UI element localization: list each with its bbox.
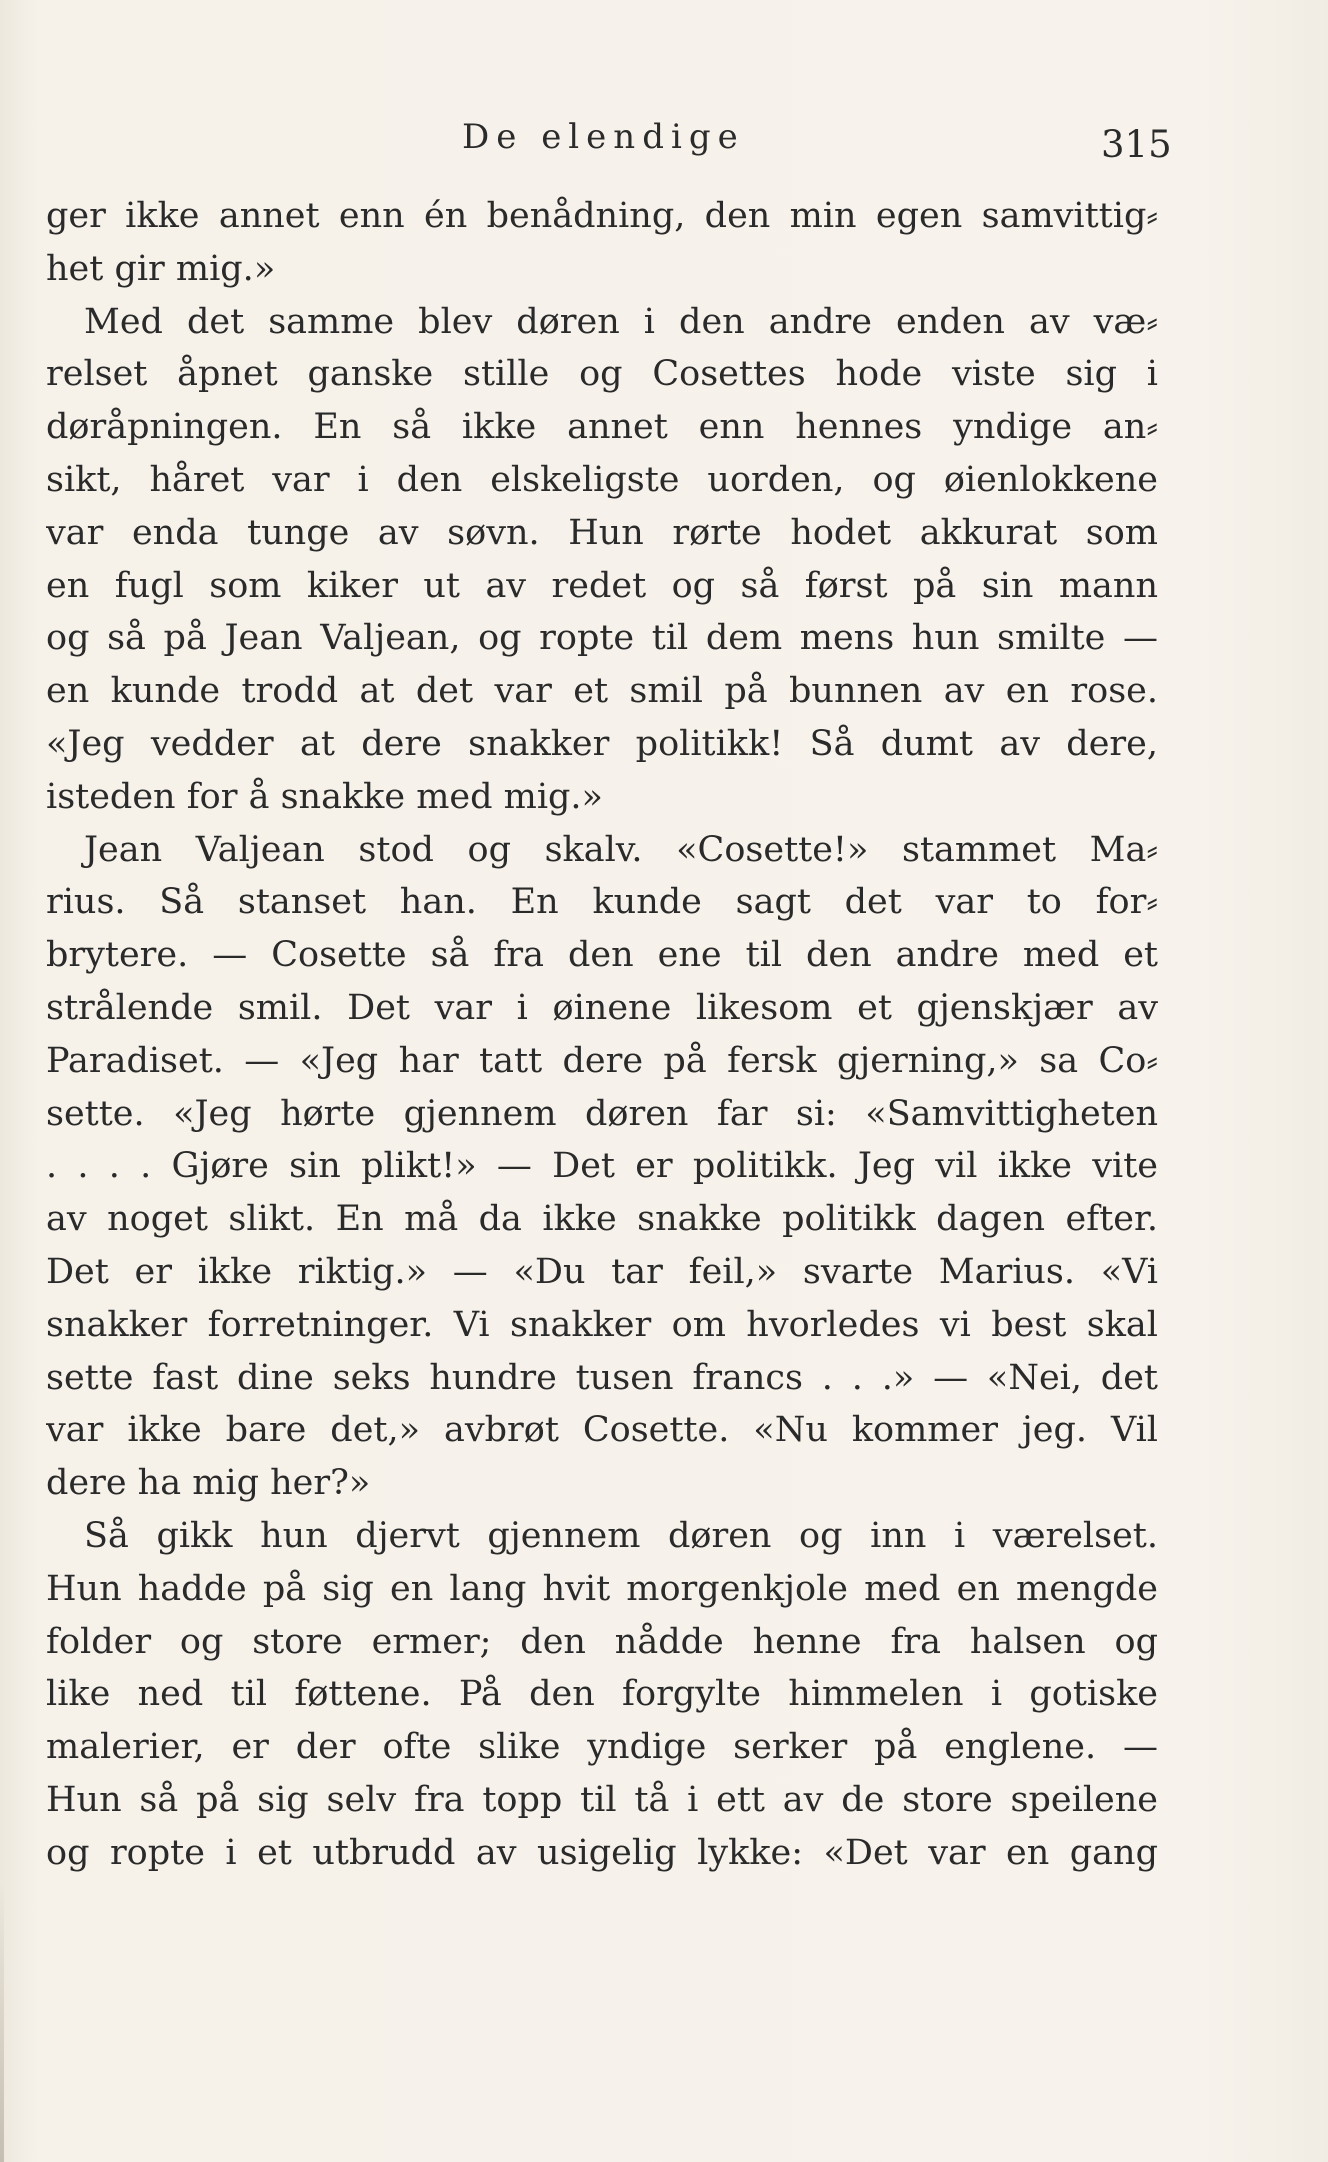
text-line: malerier, er der ofte slike yndige serker på englene. —	[46, 1727, 1158, 1768]
text-line: sikt, håret var i den elskeligste uorden, og øienlokkene	[46, 459, 1158, 500]
text-line: Paradiset. — «Jeg har tatt dere på fersk gjerning,» sa Co⸗	[46, 1040, 1158, 1081]
page-gutter-shadow	[0, 1880, 4, 2162]
text-line: like ned til føttene. På den forgylte himmelen i gotiske	[46, 1674, 1158, 1715]
text-line: Så gikk hun djervt gjennem døren og inn i værelset.	[84, 1515, 1158, 1556]
text-line: og ropte i et utbrudd av usigelig lykke: «Det var en gang	[46, 1832, 1158, 1873]
text-line: isteden for å snakke med mig.»	[46, 776, 603, 817]
text-line: en kunde trodd at det var et smil på bunnen av en rose.	[46, 671, 1158, 712]
text-line: brytere. — Cosette så fra den ene til den andre med et	[46, 935, 1158, 976]
text-line: døråpningen. En så ikke annet enn hennes yndige an⸗	[46, 407, 1158, 448]
text-line: relset åpnet ganske stille og Cosettes hode viste sig i	[46, 354, 1158, 395]
text-line: dere ha mig her?»	[46, 1463, 371, 1504]
text-line: . . . . Gjøre sin plikt!» — Det er politikk. Jeg vil ikke vite	[46, 1146, 1158, 1187]
text-line: Det er ikke riktig.» — «Du tar feil,» svarte Marius. «Vi	[46, 1251, 1158, 1292]
page-number: 315	[1101, 123, 1172, 166]
text-line: rius. Så stanset han. En kunde sagt det var to for⸗	[46, 882, 1158, 923]
text-line: het gir mig.»	[46, 248, 276, 289]
text-line: Hun så på sig selv fra topp til tå i ett av de store speilene	[46, 1779, 1158, 1820]
text-line: ger ikke annet enn én benådning, den min egen samvittig⸗	[46, 196, 1158, 236]
text-line: folder og store ermer; den nådde henne fra halsen og	[46, 1621, 1158, 1662]
text-line: var enda tunge av søvn. Hun rørte hodet akkurat som	[46, 512, 1158, 553]
running-head	[0, 112, 1328, 172]
text-line: en fugl som kiker ut av redet og så først på sin mann	[46, 565, 1158, 606]
text-line: strålende smil. Det var i øinene likesom et gjenskjær av	[46, 987, 1158, 1028]
text-line: Hun hadde på sig en lang hvit morgenkjole med en mengde	[46, 1568, 1158, 1609]
text-line: sette. «Jeg hørte gjennem døren far si: «Samvittigheten	[46, 1093, 1158, 1134]
text-line: Jean Valjean stod og skalv. «Cosette!» stammet Ma⸗	[84, 829, 1158, 870]
text-line: snakker forretninger. Vi snakker om hvorledes vi best skal	[46, 1304, 1158, 1345]
body-text	[46, 190, 1158, 1880]
running-title: De elendige	[462, 117, 745, 157]
text-line: Med det samme blev døren i den andre enden av væ⸗	[84, 301, 1158, 342]
text-line: sette fast dine seks hundre tusen francs . . .» — «Nei, det	[46, 1357, 1158, 1398]
text-line: var ikke bare det,» avbrøt Cosette. «Nu kommer jeg. Vil	[46, 1410, 1158, 1451]
text-line: av noget slikt. En må da ikke snakke politikk dagen efter.	[46, 1199, 1158, 1240]
text-line: og så på Jean Valjean, og ropte til dem mens hun smilte —	[46, 618, 1158, 659]
text-line: «Jeg vedder at dere snakker politikk! Så dumt av dere,	[46, 723, 1158, 764]
